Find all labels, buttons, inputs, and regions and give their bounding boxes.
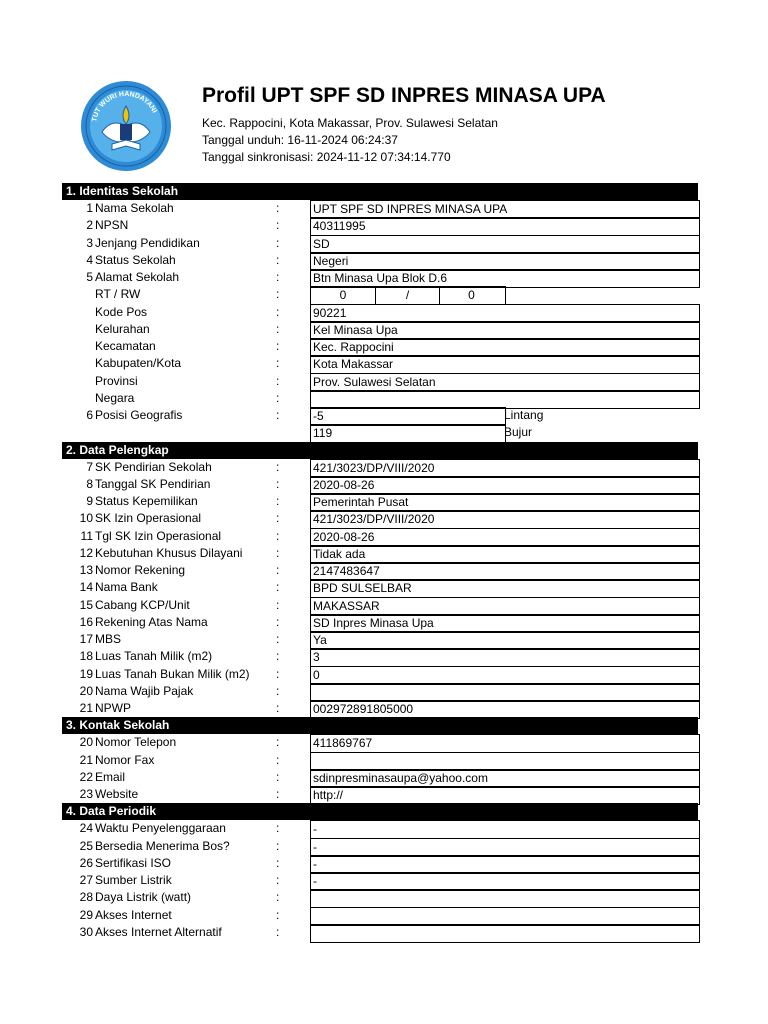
field-label: Tanggal SK Pendirian bbox=[95, 476, 211, 491]
colon: : bbox=[276, 907, 280, 922]
field-value: http:// bbox=[310, 786, 700, 805]
field-value: - bbox=[310, 872, 700, 891]
pelengkap-section bbox=[62, 459, 698, 718]
field-number: 5 bbox=[86, 270, 93, 284]
field-number: 20 bbox=[79, 735, 93, 750]
field-label: NPWP bbox=[95, 701, 131, 715]
field-label: Bersedia Menerima Bos? bbox=[95, 838, 230, 853]
field-label: Luas Tanah Bukan Milik (m2) bbox=[95, 666, 250, 681]
field-label: Kode Pos bbox=[95, 304, 148, 319]
field-row bbox=[62, 855, 698, 872]
colon: : bbox=[276, 494, 280, 508]
field-value: Ya bbox=[310, 631, 700, 650]
longitude-value: 119 bbox=[310, 424, 506, 443]
field-label: Negara bbox=[95, 390, 135, 405]
colon: : bbox=[276, 873, 280, 887]
field-label: Nomor Rekening bbox=[95, 563, 186, 577]
field-number: 9 bbox=[86, 494, 93, 508]
field-value: - bbox=[310, 855, 700, 874]
field-value: MAKASSAR bbox=[310, 597, 700, 616]
field-row bbox=[62, 786, 698, 803]
colon: : bbox=[276, 304, 280, 319]
latitude-unit: Lintang bbox=[504, 408, 544, 422]
field-row bbox=[62, 889, 698, 906]
colon: : bbox=[276, 683, 280, 698]
field-label: Kabupaten/Kota bbox=[95, 356, 182, 371]
field-number: 17 bbox=[79, 632, 93, 646]
rt-rw-row bbox=[62, 286, 698, 303]
field-label: Kelurahan bbox=[95, 321, 150, 336]
field-value: 0 bbox=[310, 666, 700, 685]
field-row bbox=[62, 355, 698, 372]
field-value: Tidak ada bbox=[310, 545, 700, 564]
field-value: Btn Minasa Upa Blok D.6 bbox=[310, 269, 700, 288]
field-number: 21 bbox=[79, 752, 93, 767]
field-label: MBS bbox=[95, 632, 122, 646]
field-number: 28 bbox=[79, 890, 93, 905]
colon: : bbox=[276, 769, 280, 784]
field-number: 24 bbox=[79, 821, 93, 836]
colon: : bbox=[276, 752, 280, 767]
download-date: Tanggal unduh: 16-11-2024 06:24:37 bbox=[202, 133, 398, 147]
colon: : bbox=[276, 252, 280, 267]
field-label: Status Sekolah bbox=[95, 252, 176, 267]
field-value: 421/3023/DP/VIII/2020 bbox=[310, 510, 700, 529]
field-number: 13 bbox=[79, 563, 93, 577]
section-header-kontak: 3. Kontak Sekolah bbox=[62, 717, 698, 734]
colon: : bbox=[276, 924, 280, 939]
field-row bbox=[62, 217, 698, 234]
field-number: 29 bbox=[79, 907, 93, 922]
colon: : bbox=[276, 356, 280, 371]
field-label: Email bbox=[95, 769, 126, 784]
field-number: 27 bbox=[79, 873, 93, 887]
field-number: 18 bbox=[79, 649, 93, 664]
field-label: Provinsi bbox=[95, 373, 138, 388]
field-value: Kota Makassar bbox=[310, 355, 700, 374]
field-label: Jenjang Pendidikan bbox=[95, 235, 200, 250]
kontak-section bbox=[62, 734, 698, 803]
field-number: 1 bbox=[86, 201, 93, 215]
field-label: Sumber Listrik bbox=[95, 873, 172, 887]
colon: : bbox=[276, 373, 280, 388]
field-row bbox=[62, 924, 698, 941]
field-number: 21 bbox=[79, 701, 93, 715]
svg-text:TUT WURI HANDAYANI: TUT WURI HANDAYANI bbox=[91, 90, 158, 123]
field-label: Status Kepemilikan bbox=[95, 494, 198, 508]
field-number: 12 bbox=[79, 545, 93, 560]
field-row bbox=[62, 493, 698, 510]
colon: : bbox=[276, 201, 280, 215]
geo-lat-row bbox=[62, 407, 698, 424]
colon: : bbox=[276, 390, 280, 405]
field-label: Kebutuhan Khusus Dilayani bbox=[95, 545, 243, 560]
field-label: Sertifikasi ISO bbox=[95, 855, 172, 870]
colon: : bbox=[276, 563, 280, 577]
field-number: 23 bbox=[79, 787, 93, 801]
field-row bbox=[62, 252, 698, 269]
field-row bbox=[62, 269, 698, 286]
field-row bbox=[62, 579, 698, 596]
field-label: Cabang KCP/Unit bbox=[95, 597, 190, 612]
field-value bbox=[310, 390, 700, 409]
section-header-pelengkap: 2. Data Pelengkap bbox=[62, 442, 698, 459]
field-label: Nomor Fax bbox=[95, 752, 155, 767]
field-number: 8 bbox=[86, 476, 93, 491]
field-number: 14 bbox=[79, 580, 93, 595]
document-header bbox=[0, 0, 768, 180]
field-label: Website bbox=[95, 787, 139, 801]
field-value: Negeri bbox=[310, 252, 700, 271]
field-label: RT / RW bbox=[95, 287, 141, 302]
colon: : bbox=[276, 580, 280, 595]
colon: : bbox=[276, 614, 280, 629]
field-row bbox=[62, 562, 698, 579]
field-value: 2147483647 bbox=[310, 562, 700, 581]
field-number: 4 bbox=[86, 252, 93, 267]
field-row bbox=[62, 545, 698, 562]
field-number: 22 bbox=[79, 769, 93, 784]
colon: : bbox=[276, 787, 280, 801]
colon: : bbox=[276, 855, 280, 870]
field-number: 26 bbox=[79, 855, 93, 870]
field-label: Nama Wajib Pajak bbox=[95, 683, 194, 698]
field-value bbox=[310, 907, 700, 926]
field-value: UPT SPF SD INPRES MINASA UPA bbox=[310, 200, 700, 219]
field-value: Prov. Sulawesi Selatan bbox=[310, 373, 700, 392]
field-number: 7 bbox=[86, 459, 93, 474]
field-value: Pemerintah Pusat bbox=[310, 493, 700, 512]
field-number: 6 bbox=[86, 408, 93, 422]
field-number: 16 bbox=[79, 614, 93, 629]
field-value: Kec. Rappocini bbox=[310, 338, 700, 357]
field-value: sdinpresminasaupa@yahoo.com bbox=[310, 769, 700, 788]
field-number: 30 bbox=[79, 924, 93, 939]
colon: : bbox=[276, 735, 280, 750]
field-label: Posisi Geografis bbox=[95, 408, 183, 422]
section-header-periodik: 4. Data Periodik bbox=[62, 803, 698, 820]
rt-rw-separator: / bbox=[376, 287, 440, 304]
field-row bbox=[62, 700, 698, 717]
colon: : bbox=[276, 632, 280, 646]
field-row bbox=[62, 820, 698, 837]
field-number: 3 bbox=[86, 235, 93, 250]
field-row bbox=[62, 200, 698, 217]
colon: : bbox=[276, 838, 280, 853]
field-row bbox=[62, 321, 698, 338]
colon: : bbox=[276, 459, 280, 474]
field-number: 20 bbox=[79, 683, 93, 698]
field-label: Rekening Atas Nama bbox=[95, 614, 208, 629]
field-value: 2020-08-26 bbox=[310, 476, 700, 495]
field-row bbox=[62, 683, 698, 700]
colon: : bbox=[276, 476, 280, 491]
field-row bbox=[62, 476, 698, 493]
school-address-line: Kec. Rappocini, Kota Makassar, Prov. Sulawesi Selatan bbox=[202, 116, 498, 130]
field-value: 411869767 bbox=[310, 734, 700, 753]
field-value: 002972891805000 bbox=[310, 700, 700, 719]
field-row bbox=[62, 304, 698, 321]
field-value: BPD SULSELBAR bbox=[310, 579, 700, 598]
field-value: 40311995 bbox=[310, 217, 700, 236]
field-row bbox=[62, 614, 698, 631]
field-value bbox=[310, 752, 700, 771]
field-label: Kecamatan bbox=[95, 339, 156, 353]
field-row bbox=[62, 390, 698, 407]
field-row bbox=[62, 734, 698, 751]
field-row bbox=[62, 631, 698, 648]
field-number: 11 bbox=[80, 528, 93, 543]
field-value bbox=[310, 889, 700, 908]
field-row bbox=[62, 597, 698, 614]
field-label: Tgl SK Izin Operasional bbox=[95, 528, 222, 543]
field-label: Nama Bank bbox=[95, 580, 158, 595]
field-number: 25 bbox=[79, 838, 93, 853]
colon: : bbox=[276, 597, 280, 612]
tut-wuri-handayani-logo bbox=[80, 80, 172, 172]
field-row bbox=[62, 459, 698, 476]
field-row bbox=[62, 872, 698, 889]
colon: : bbox=[276, 890, 280, 905]
section-header-identitas: 1. Identitas Sekolah bbox=[62, 183, 698, 200]
alamat-detail-section bbox=[62, 304, 698, 408]
colon: : bbox=[276, 666, 280, 681]
field-row bbox=[62, 373, 698, 390]
field-row bbox=[62, 752, 698, 769]
field-value bbox=[310, 683, 700, 702]
field-value: Kel Minasa Upa bbox=[310, 321, 700, 340]
colon: : bbox=[276, 511, 280, 526]
colon: : bbox=[276, 821, 280, 836]
sync-date: Tanggal sinkronisasi: 2024-11-12 07:34:14.770 bbox=[202, 150, 451, 164]
field-number: 15 bbox=[79, 597, 93, 612]
colon: : bbox=[276, 235, 280, 250]
field-label: Akses Internet Alternatif bbox=[95, 924, 222, 939]
colon: : bbox=[276, 408, 280, 422]
colon: : bbox=[276, 701, 280, 715]
periodik-section bbox=[62, 820, 698, 941]
field-value: SD bbox=[310, 235, 700, 254]
colon: : bbox=[276, 649, 280, 664]
colon: : bbox=[276, 218, 280, 233]
field-label: Luas Tanah Milik (m2) bbox=[95, 649, 213, 664]
field-number: 2 bbox=[86, 218, 93, 233]
field-value: - bbox=[310, 838, 700, 857]
field-label: Nomor Telepon bbox=[95, 735, 177, 750]
field-row bbox=[62, 338, 698, 355]
colon: : bbox=[276, 321, 280, 336]
colon: : bbox=[276, 545, 280, 560]
field-number: 19 bbox=[79, 666, 93, 681]
geo-lon-row bbox=[62, 424, 698, 441]
page-title: Profil UPT SPF SD INPRES MINASA UPA bbox=[202, 84, 606, 107]
rt-rw-value-box bbox=[310, 286, 506, 305]
rt-value: 0 bbox=[311, 287, 376, 304]
field-label: NPSN bbox=[95, 218, 129, 233]
field-label: Daya Listrik (watt) bbox=[95, 890, 192, 905]
longitude-unit: Bujur bbox=[504, 425, 533, 440]
colon: : bbox=[276, 339, 280, 353]
field-row bbox=[62, 235, 698, 252]
profile-sheet bbox=[62, 183, 698, 941]
field-label: Nama Sekolah bbox=[95, 201, 174, 215]
field-row bbox=[62, 666, 698, 683]
field-value bbox=[310, 924, 700, 943]
field-value: 421/3023/DP/VIII/2020 bbox=[310, 459, 700, 478]
field-value: - bbox=[310, 820, 700, 839]
field-row bbox=[62, 769, 698, 786]
colon: : bbox=[276, 287, 280, 302]
identitas-section bbox=[62, 200, 698, 286]
field-label: Alamat Sekolah bbox=[95, 270, 180, 284]
field-value: 90221 bbox=[310, 304, 700, 323]
colon: : bbox=[276, 270, 280, 284]
field-row bbox=[62, 907, 698, 924]
field-row bbox=[62, 528, 698, 545]
field-number: 10 bbox=[79, 511, 93, 526]
field-row bbox=[62, 510, 698, 527]
field-row bbox=[62, 648, 698, 665]
field-label: SK Pendirian Sekolah bbox=[95, 459, 212, 474]
field-value: 3 bbox=[310, 648, 700, 667]
field-value: 2020-08-26 bbox=[310, 528, 700, 547]
field-label: Akses Internet bbox=[95, 907, 172, 922]
field-row bbox=[62, 838, 698, 855]
colon: : bbox=[276, 528, 280, 543]
field-label: SK Izin Operasional bbox=[95, 511, 202, 526]
field-value: SD Inpres Minasa Upa bbox=[310, 614, 700, 633]
field-label: Waktu Penyelenggaraan bbox=[95, 821, 226, 836]
rw-value: 0 bbox=[468, 288, 475, 303]
latitude-value: -5 bbox=[310, 407, 506, 426]
